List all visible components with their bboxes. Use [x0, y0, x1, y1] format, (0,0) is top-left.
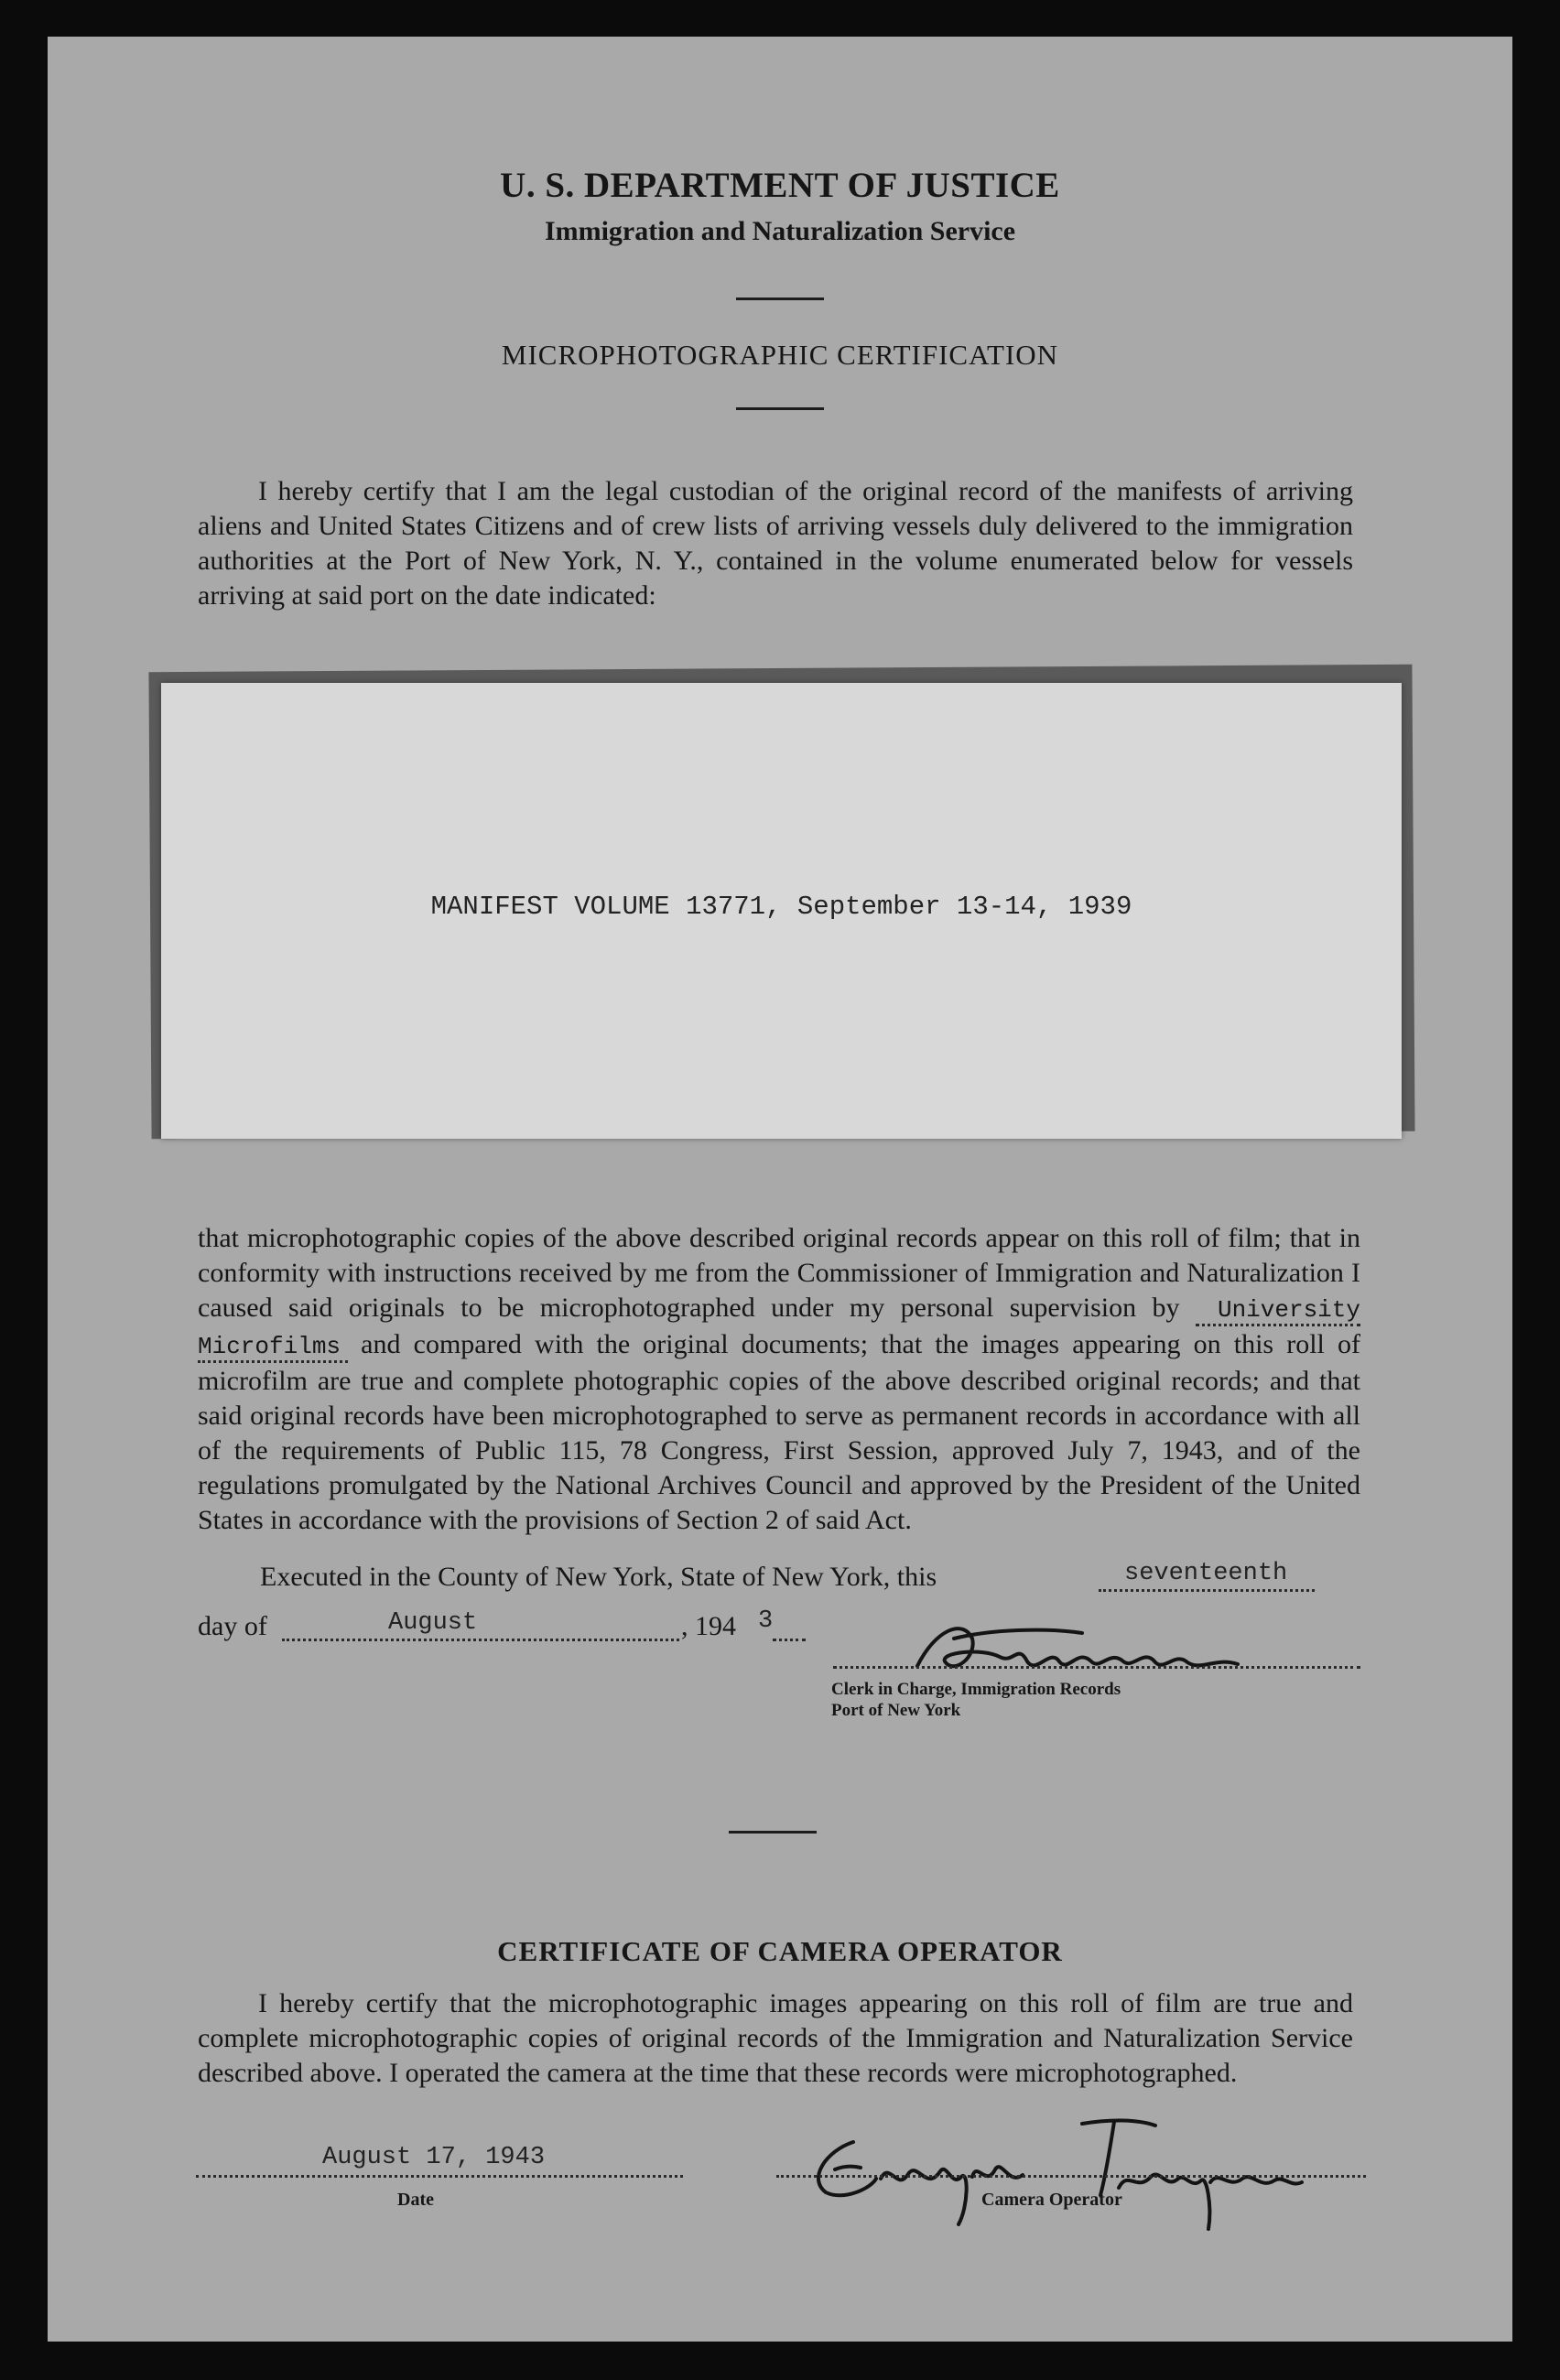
service-subtitle: Immigration and Naturalization Service	[544, 216, 1016, 246]
certification-document	[48, 37, 1512, 2342]
year-prefix: , 194	[681, 1611, 736, 1641]
day-value: seventeenth	[1124, 1560, 1288, 1587]
date-label: Date	[397, 2190, 434, 2210]
month-value: August	[388, 1609, 478, 1637]
operator-signature-line	[776, 2175, 1366, 2178]
operator-date-value: August 17, 1943	[322, 2144, 546, 2171]
day-fill-line	[1099, 1589, 1315, 1592]
manifest-volume-text: MANIFEST VOLUME 13771, September 13-14, 1939	[430, 892, 1132, 922]
clerk-signature	[899, 1611, 1302, 1684]
camera-operator-signature	[789, 2105, 1320, 2234]
intro-paragraph: I hereby certify that I am the legal custodian of the original record of the manifests of arriving aliens and United States Citizens and of crew lists of arriving vessels duly delivered to the immigration authorities at the Port of New York, N. Y., contained in the volume enumerated below for vessels arriving at said port on the date indicated:	[198, 476, 1353, 611]
certification-title: MICROPHOTOGRAPHIC CERTIFICATION	[501, 339, 1059, 371]
date-fill-line	[196, 2175, 683, 2178]
divider-rule	[736, 298, 824, 300]
month-fill-line	[282, 1639, 679, 1641]
camera-operator-label: Camera Operator	[981, 2190, 1122, 2210]
executed-text: Executed in the County of New York, State of New York, this	[260, 1562, 937, 1592]
day-of-label: day of	[198, 1611, 267, 1641]
divider-rule	[736, 407, 824, 410]
year-suffix: 3	[758, 1607, 774, 1635]
body-part-1: that microphotographic copies of the above described original records appear on this roll of film; that in conformity with instructions received by me from the Commissioner of Immigration and Naturalization I caused said originals to be microphotographed under my personal supervision by	[198, 1223, 1360, 1323]
clerk-title-line-1: Clerk in Charge, Immigration Records	[831, 1680, 1121, 1699]
body-part-2: and compared with the original documents; that the images appearing on this roll of microfilm are true and complete photographic copies of the above described original records; and that said original records have been microphotographed to serve as permanent records in accordance with all of the requirements of Public 115, 78 Congress, First Session, approved July 7, 1943, and of the regulations promulgated by the National Archives Council and approved by the President of the United States in accordance with the provisions of Section 2 of said Act.	[198, 1329, 1360, 1535]
record-card	[161, 683, 1402, 1139]
divider-rule	[729, 1831, 817, 1834]
year-fill-line	[773, 1639, 806, 1641]
body-paragraph	[198, 1221, 1360, 1538]
camera-operator-title: CERTIFICATE OF CAMERA OPERATOR	[497, 1935, 1063, 1967]
camera-operator-paragraph: I hereby certify that the microphotographic images appearing on this roll of film are true and complete microphotographic copies of original records of the Immigration and Naturalization Service described above. I operated the camera at the time that these records were microphotographed.	[198, 1988, 1353, 2088]
clerk-title-line-2: Port of New York	[831, 1701, 961, 1720]
photographer-fill: University Microfilms	[198, 1296, 1360, 1363]
clerk-signature-line	[833, 1666, 1360, 1669]
department-title: U. S. DEPARTMENT OF JUSTICE	[500, 166, 1060, 205]
